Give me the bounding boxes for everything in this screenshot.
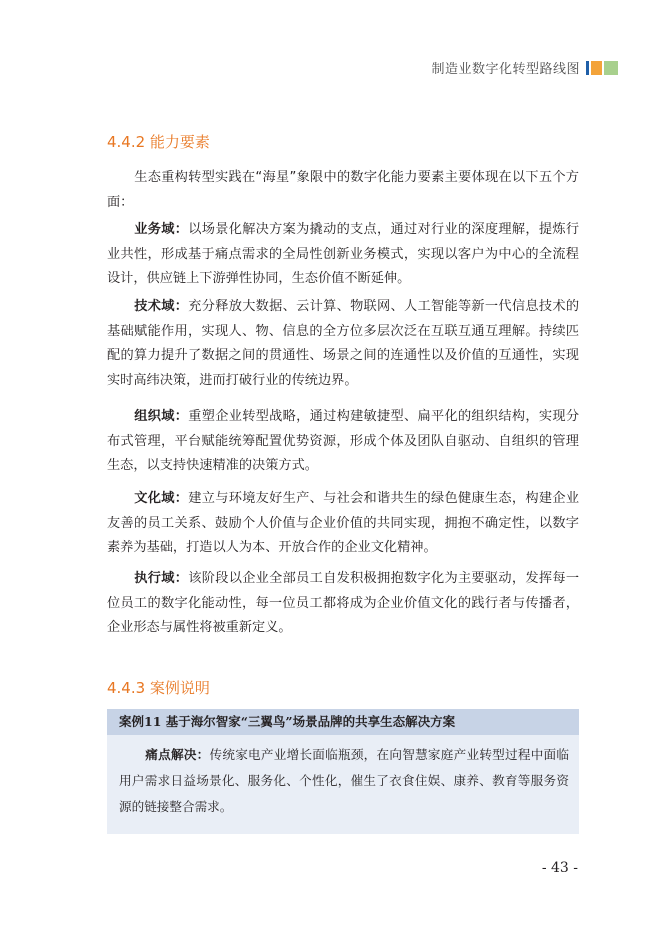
- business-domain-text: 以场景化解决方案为撬动的支点，通过对行业的深度理解，提炼行业共性，形成基于痛点需求的全局性创新业务模式，实现以客户为中心的全流程设计，供应链上下游弹性协同，生态价值不断延伸。: [107, 222, 580, 286]
- intro-text: 生态重构转型实践在“海星”象限中的数字化能力要素主要体现在以下五个方面：: [107, 170, 579, 210]
- culture-domain-text: 建立与环境友好生产、与社会和谐共生的绿色健康生态，构建企业友善的员工关系、鼓励个人价值与企业价值的共同实现，拥抱不确定性，以数字素养为基础，打造以人为本、开放合作的企业文化精神。: [107, 491, 580, 555]
- section-title-4-4-2: 4.4.2 能力要素: [107, 133, 210, 151]
- header-accent-bar-blue: [586, 61, 589, 75]
- paragraph-execution-domain: [107, 567, 579, 641]
- organization-domain-label: 组织域：: [134, 409, 189, 424]
- organization-domain-text: 重塑企业转型战略，通过构建敏捷型、扁平化的组织结构，实现分布式管理，平台赋能统筹配置优势资源，形成个体及团队自驱动、自组织的管理生态，以支持快速精准的决策方式。: [107, 409, 580, 473]
- culture-domain-label: 文化域：: [134, 491, 189, 506]
- execution-domain-label: 执行域：: [134, 571, 189, 586]
- technology-domain-label: 技术域：: [134, 299, 189, 314]
- paragraph-technology-domain: [107, 295, 579, 393]
- intro-paragraph: [107, 166, 579, 215]
- execution-domain-text: 该阶段以企业全部员工自发积极拥抱数字化为主要驱动，发挥每一位员工的数字化能动性，每一位员工都将成为企业价值文化的践行者与传播者，企业形态与属性将被重新定义。: [107, 571, 580, 635]
- case-pain-point-label: 痛点解决：: [145, 747, 210, 762]
- paragraph-organization-domain: [107, 405, 579, 479]
- technology-domain-text: 充分释放大数据、云计算、物联网、人工智能等新一代信息技术的基础赋能作用，实现人、物、信息的全方位多层次泛在互联互通互理解。持续匹配的算力提升了数据之间的贯通性、场景之间的连通性以及价值的互通性，实现实时高纬决策，进而打破行业的传统边界。: [107, 299, 580, 388]
- paragraph-business-domain: [107, 218, 579, 292]
- case-pain-point-text: 传统家电产业增长面临瓶颈，在向智慧家庭产业转型过程中面临用户需求日益场景化、服务化、个性化，催生了衣食住娱、康养、教育等服务资源的链接整合需求。: [119, 747, 570, 814]
- header-accent-bar-orange: [591, 61, 602, 75]
- paragraph-culture-domain: [107, 487, 579, 561]
- running-header: [431, 58, 618, 77]
- header-accent-bar-green: [604, 61, 618, 75]
- section-title-4-4-3: 4.4.3 案例说明: [107, 679, 210, 697]
- case-box: [107, 709, 579, 834]
- case-body: [107, 735, 579, 820]
- page-number: - 43 -: [541, 860, 578, 876]
- case-title: 案例11 基于海尔智家“三翼鸟”场景品牌的共享生态解决方案: [107, 709, 579, 735]
- business-domain-label: 业务域：: [134, 222, 189, 237]
- running-header-title: 制造业数字化转型路线图: [431, 62, 580, 77]
